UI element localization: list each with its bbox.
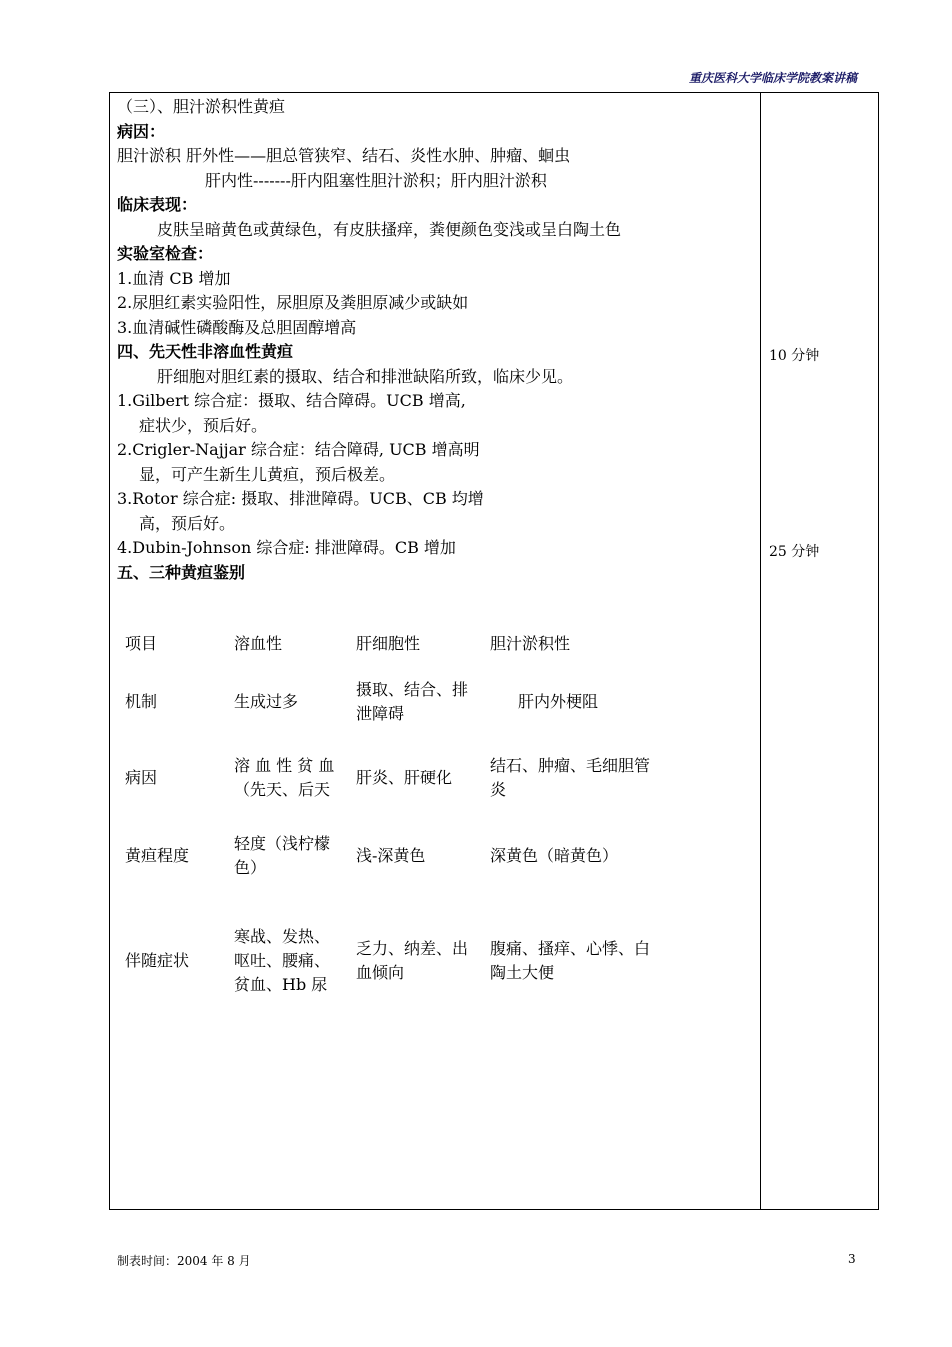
table-header-cell: 溶血性 [234,634,283,653]
table-cell: 结石、肿瘤、毛细胆管 炎 [490,756,651,799]
table-header-cell: 项目 [125,634,158,653]
section-heading: 五、三种黄疸鉴别 [117,562,246,582]
body-line: 显，可产生新生儿黄疸，预后极差。 [139,464,396,484]
table-cell: 寒战、发热、 呕吐、腰痛、 贫血、Hb 尿 [234,927,331,994]
table-row-label: 病因 [125,768,158,787]
page-header-title: 重庆医科大学临床学院教案讲稿 [688,71,857,85]
lesson-content [117,95,757,585]
table-cell: 肝内外梗阻 [518,692,599,711]
body-line: 1.血清 CB 增加 [117,268,231,288]
table-cell: 溶 血 性 贫 血 （先天、后天 [234,756,335,799]
table-header-cell: 胆汁淤积性 [490,634,571,653]
section-heading: 病因： [117,121,166,141]
page-number: 3 [848,1252,856,1266]
table-cell: 浅-深黄色 [356,846,426,865]
body-line: 皮肤呈暗黄色或黄绿色，有皮肤搔痒，粪便颜色变浅或呈白陶土色 [157,219,622,239]
body-line: 1.Gilbert 综合症：摄取、结合障碍。UCB 增高, [117,391,466,410]
body-line: 2.Crigler-Najjar 综合症：结合障碍, UCB 增高明 [117,440,480,459]
body-line: 4.Dubin-Johnson 综合症: 排泄障碍。CB 增加 [117,538,456,557]
body-line: 症状少，预后好。 [139,415,268,435]
section-heading: 实验室检查： [117,244,214,263]
section-heading: 临床表现： [117,195,198,214]
table-cell: 腹痛、搔痒、心悸、白 陶土大便 [490,939,651,982]
column-divider [760,92,761,1210]
time-marker: 25 分钟 [769,544,820,560]
table-cell: 生成过多 [234,692,299,711]
table-cell: 乏力、纳差、出 血倾向 [356,939,469,982]
table-row-label: 黄疸程度 [125,846,190,865]
table-cell: 深黄色（暗黄色） [490,846,619,865]
footer-date: 制表时间：2004 年 8 月 [117,1254,251,1268]
body-line: 2.尿胆红素实验阳性，尿胆原及粪胆原减少或缺如 [117,293,469,312]
body-line: 胆汁淤积 肝外性——胆总管狭窄、结石、炎性水肿、肿瘤、蛔虫 [117,146,571,165]
body-line: 肝内性-------肝内阻塞性胆汁淤积；肝内胆汁淤积 [205,170,547,190]
table-row-label: 机制 [125,692,158,711]
body-line: 肝细胞对胆红素的摄取、结合和排泄缺陷所致，临床少见。 [157,366,574,386]
table-row-label: 伴随症状 [125,951,190,970]
body-line: 高，预后好。 [139,513,236,533]
time-marker: 10 分钟 [769,348,820,364]
body-line: （三）、胆汁淤积性黄疸 [117,97,286,116]
table-cell: 肝炎、肝硬化 [356,768,453,787]
table-header-cell: 肝细胞性 [356,634,421,653]
table-cell: 轻度（浅柠檬 色） [234,834,331,877]
body-line: 3.血清碱性磷酸酶及总胆固醇增高 [117,317,357,337]
section-heading: 四、先天性非溶血性黄疸 [117,342,294,361]
table-cell: 摄取、结合、排 泄障碍 [356,680,469,723]
body-line: 3.Rotor 综合症: 摄取、排泄障碍。UCB、CB 均增 [117,489,484,508]
